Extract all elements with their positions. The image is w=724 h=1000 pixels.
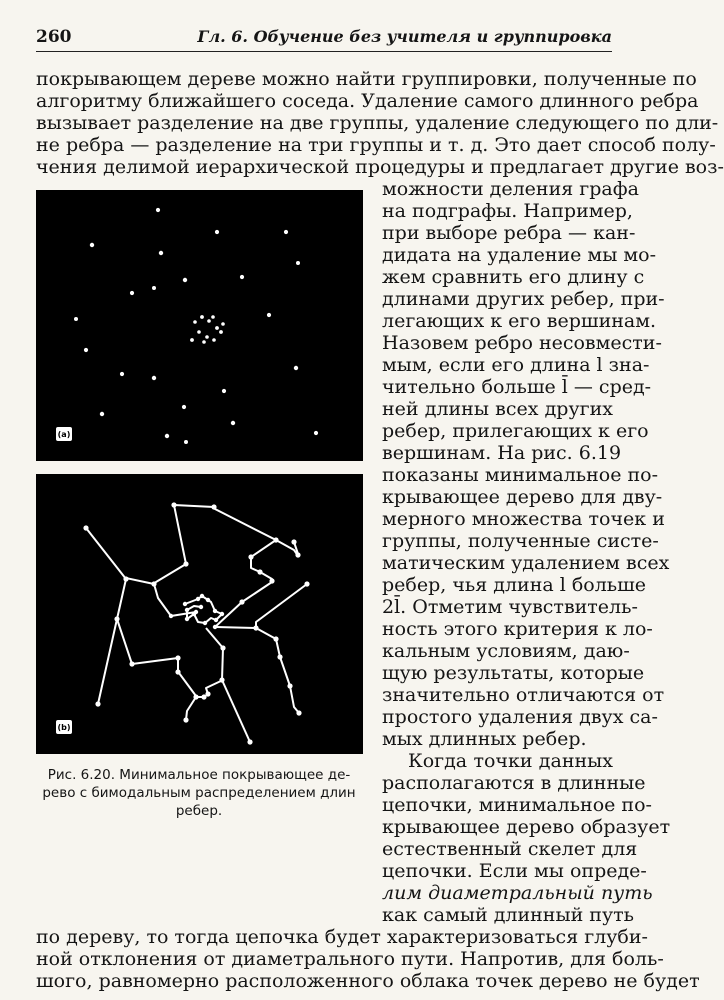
text-line: вершинам. На рис. 6.19 <box>382 442 622 464</box>
text-line: цепочки, минимальное по- <box>382 794 652 816</box>
text-line: ребер, чья длина l больше <box>382 574 647 596</box>
text-line: кальным условиям, даю- <box>382 640 630 662</box>
text-line: простого удаления двух са- <box>382 706 658 728</box>
text-line: располагаются в длинные <box>382 772 646 794</box>
text-line: дидата на удаление мы мо- <box>382 244 657 266</box>
text-line: мым, если его длина l зна- <box>382 354 650 376</box>
panel-b-label-box <box>56 720 72 734</box>
text-line: ной отклонения от диаметрального пути. Напротив, для боль- <box>36 948 664 970</box>
text-line: вызывает разделение на две группы, удаление следующего по дли- <box>36 112 719 134</box>
text-line: показаны минимальное по- <box>382 464 659 486</box>
caption-line: Рис. 6.20. Минимальное покрывающее де- <box>47 767 351 783</box>
panel-b-label: (b) <box>57 722 71 732</box>
text-line: длинами других ребер, при- <box>382 288 665 310</box>
text-line: естественный скелет для <box>382 838 638 860</box>
page-number: 260 <box>36 27 72 47</box>
text-line: группы, полученные систе- <box>382 530 659 552</box>
text-line: по дереву, то тогда цепочка будет характеризоваться глуби- <box>36 926 648 948</box>
text-line: мых длинных ребер. <box>382 728 587 750</box>
text-line: покрывающем дереве можно найти группировки, полученные по <box>36 68 697 90</box>
caption-line: рево с бимодальным распределением длин <box>42 785 356 801</box>
text-line: матическим удалением всех <box>382 552 670 574</box>
text-line: значительно отличаются от <box>382 684 665 706</box>
text-line: не ребра — разделение на три группы и т. д. Это дает способ полу- <box>36 134 716 156</box>
text-line: как самый длинный путь <box>382 904 634 926</box>
panel-a-label: (a) <box>57 429 71 439</box>
running-head <box>36 27 612 52</box>
text-line: легающих к его вершинам. <box>382 310 657 332</box>
text-line: цепочки. Если мы опреде- <box>382 860 647 882</box>
text-line: Назовем ребро несовмести- <box>382 332 662 354</box>
panel-a-label-box <box>56 427 72 441</box>
figure-panel-a <box>36 190 363 461</box>
text-line: на подграфы. Например, <box>382 200 633 222</box>
text-line: алгоритму ближайшего соседа. Удаление самого длинного ребра <box>36 90 699 112</box>
text-line: Когда точки данных <box>408 750 613 772</box>
text-line: чения делимой иерархической процедуры и предлагает другие воз- <box>36 156 724 178</box>
text-line: ней длины всех других <box>382 398 613 420</box>
scatter-points <box>36 190 363 461</box>
text-line: ность этого критерия к ло- <box>382 618 653 640</box>
text-line: можности деления графа <box>382 178 639 200</box>
text-line: 2l̄. Отметим чувствитель- <box>382 596 638 618</box>
text-line: крывающее дерево для дву- <box>382 486 663 508</box>
caption-line: ребер. <box>175 803 223 819</box>
text-line: лим диаметральный путь <box>382 882 653 904</box>
text-line: мерного множества точек и <box>382 508 665 530</box>
text-line: крывающее дерево образует <box>382 816 671 838</box>
text-line: шого, равномерно расположенного облака точек дерево не будет <box>36 970 700 992</box>
text-line: щую результаты, которые <box>382 662 645 684</box>
text-line: чительно больше l̄ — сред- <box>382 376 652 398</box>
text-line: ребер, прилегающих к его <box>382 420 649 442</box>
running-title: Гл. 6. Обучение без учителя и группировка <box>197 27 612 46</box>
figure-panel-b <box>36 474 363 754</box>
spanning-tree <box>36 474 363 754</box>
text-line: при выборе ребра — кан- <box>382 222 636 244</box>
figure-caption <box>34 766 364 820</box>
text-line: жем сравнить его длину с <box>382 266 645 288</box>
